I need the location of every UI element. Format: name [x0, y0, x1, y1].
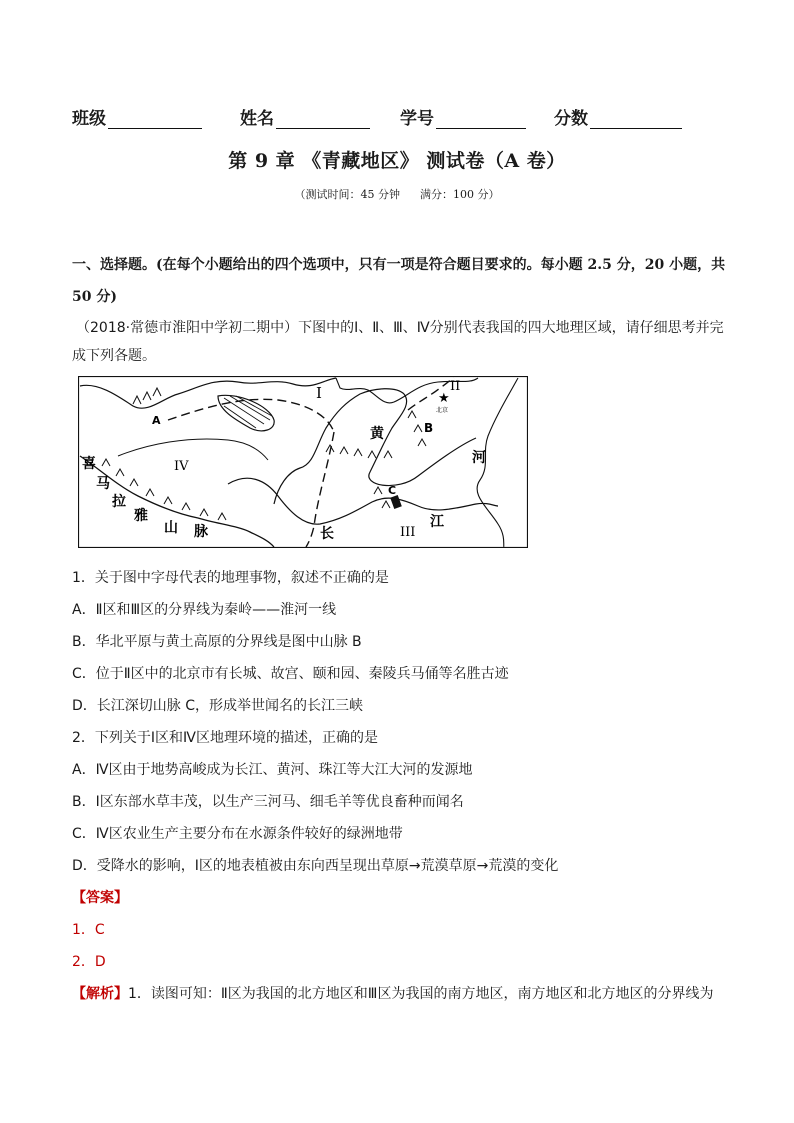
river-jiang-label: 江	[430, 514, 444, 530]
class-field	[72, 104, 202, 129]
question-1-stem: 1．关于图中字母代表的地理事物，叙述不正确的是	[72, 570, 389, 586]
test-meta	[0, 186, 794, 202]
region-i-label: I	[316, 384, 322, 402]
analysis-line	[72, 984, 742, 1004]
section-heading: 一、选择题。(在每个小题给出的四个选项中，只有一项是符合题目要求的。每小题 2.5 分，20 小题，共 50 分)	[72, 257, 726, 305]
beijing-star-icon: ★	[438, 391, 450, 406]
score-field	[554, 104, 682, 129]
score-label: 分数	[554, 109, 588, 129]
river-he-label: 河	[472, 450, 486, 466]
name-blank[interactable]	[276, 110, 370, 129]
beijing-label: 北京	[436, 407, 449, 414]
question-2-option-a[interactable]: A．Ⅳ区由于地势高峻成为长江、黄河、珠江等大江大河的发源地	[72, 762, 473, 778]
test-time: （测试时间：45 分钟	[294, 188, 400, 201]
student-id-field	[400, 104, 526, 129]
china-regions-map	[78, 376, 528, 548]
letter-c-label: C	[388, 484, 397, 497]
letter-a-label: A	[152, 414, 161, 427]
mountain-char-2: 马	[96, 476, 110, 492]
mountain-char-3: 拉	[112, 494, 126, 510]
mountain-char-5: 山	[164, 520, 178, 536]
question-1-option-a[interactable]: A．Ⅱ区和Ⅲ区的分界线为秦岭——淮河一线	[72, 602, 337, 618]
letter-b-label: B	[424, 421, 434, 435]
question-2-option-c[interactable]: C．Ⅳ区农业生产主要分布在水源条件较好的绿洲地带	[72, 826, 403, 842]
student-info-line	[72, 104, 682, 129]
mountain-char-1: 喜	[82, 456, 96, 472]
question-2-option-d[interactable]: D．受降水的影响，Ⅰ区的地表植被由东向西呈现出草原→荒漠草原→荒漠的变化	[72, 858, 559, 874]
class-label: 班级	[72, 109, 106, 129]
page-title: 第 9 章 《青藏地区》 测试卷（A 卷）	[228, 150, 566, 172]
answer-2: 2．D	[72, 954, 106, 970]
question-2-stem: 2．下列关于Ⅰ区和Ⅳ区地理环境的描述，正确的是	[72, 730, 378, 746]
analysis-tag: 【解析】	[72, 986, 128, 1002]
region-iii-label: III	[400, 525, 416, 540]
name-field	[240, 104, 370, 129]
mountain-char-4: 雅	[134, 508, 148, 524]
river-chang-label: 长	[320, 526, 334, 542]
river-huang-label: 黄	[370, 426, 384, 442]
question-2-option-b[interactable]: B．Ⅰ区东部水草丰茂，以生产三河马、细毛羊等优良畜种而闻名	[72, 794, 464, 810]
name-label: 姓名	[240, 109, 274, 129]
question-1-option-b[interactable]: B．华北平原与黄土高原的分界线是图中山脉 B	[72, 634, 362, 650]
mountain-char-6: 脉	[194, 524, 208, 540]
class-blank[interactable]	[108, 110, 202, 129]
answer-tag: 【答案】	[72, 890, 128, 906]
question-1-option-c[interactable]: C．位于Ⅱ区中的北京市有长城、故宫、颐和园、秦陵兵马俑等名胜古迹	[72, 666, 509, 682]
test-full-score: 满分：100 分）	[420, 188, 500, 201]
student-id-blank[interactable]	[436, 110, 526, 129]
score-blank[interactable]	[590, 110, 682, 129]
student-id-label: 学号	[400, 109, 434, 129]
analysis-text: 1．读图可知：Ⅱ区为我国的北方地区和Ⅲ区为我国的南方地区，南方地区和北方地区的分界线为	[128, 986, 714, 1002]
question-1-option-d[interactable]: D．长江深切山脉 C，形成举世闻名的长江三峡	[72, 698, 364, 714]
question-intro: （2018·常德市淮阳中学初二期中）下图中的Ⅰ、Ⅱ、Ⅲ、Ⅳ分别代表我国的四大地理区域，请仔细思考并完成下列各题。	[72, 320, 724, 364]
answer-1: 1．C	[72, 922, 105, 938]
region-iv-label: IV	[174, 459, 189, 474]
region-ii-label: II	[450, 379, 461, 394]
